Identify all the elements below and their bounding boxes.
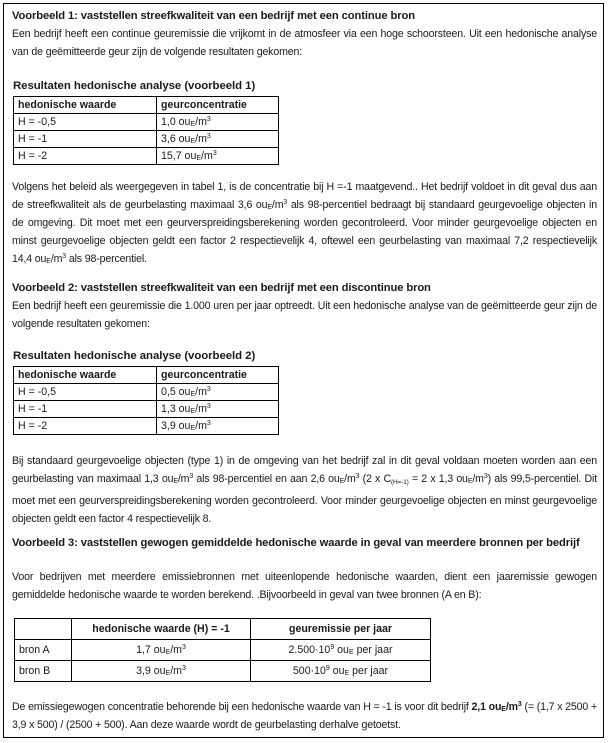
conc-cell: 0,5 $ou_E/m^3$ <box>157 384 279 401</box>
conc-cell: 3,9 $ou_E/m^3$ <box>157 418 279 435</box>
table-row <box>14 114 279 131</box>
h-cell: H = -2 <box>14 148 157 165</box>
table3-header-h: hedonische waarde (H) = -1 <box>72 619 251 640</box>
table-row <box>14 131 279 148</box>
emission-cell: $2.500\cdot 10^9$ $ou_E$ per jaar <box>251 640 431 661</box>
table1-header-conc: geurconcentratie <box>157 97 279 114</box>
example3-heading: Voorbeeld 3: vaststellen gewogen gemiddelde hedonische waarde in geval van meerdere bronnen per bedrijf <box>12 537 580 549</box>
table2-header-conc: geurconcentratie <box>157 367 279 384</box>
conc-cell: 3,9 $ou_E/m^3$ <box>72 661 251 682</box>
h-cell: H = -1 <box>14 401 157 418</box>
table3-header-empty <box>15 619 72 640</box>
conc-cell: 1,7 $ou_E/m^3$ <box>72 640 251 661</box>
example3-intro: Voor bedrijven met meerdere emissiebronnen met uiteenlopende hedonische waarden, dient een jaaremissie gewogen gemiddelde hedonische waarde te worden berekend. .Bijvoorbeeld in geval van twee bronnen (A en B): <box>12 571 597 601</box>
table1 <box>13 96 279 165</box>
table3-header-emission: geuremissie per jaar <box>251 619 431 640</box>
conc-cell: 1,0 $ou_E/m^3$ <box>157 114 279 131</box>
table3 <box>14 618 431 682</box>
example3-conclusion: De emissiegewogen concentratie behorende bij een hedonische waarde van H = -1 is voor dit bedrijf 2,1 $ou_E/m^3$ (= (1,7 x 2500 + 3,9 x 500) / (2500 + 500). Aan deze waarde wordt de geurbelasting derhalve getoetst. <box>12 701 597 731</box>
emission-cell: $500\cdot 10^9$ $ou_E$ per jaar <box>251 661 431 682</box>
table2 <box>13 366 279 435</box>
conc-cell: 1,3 $ou_E/m^3$ <box>157 401 279 418</box>
table-row <box>14 418 279 435</box>
h-cell: H = -2 <box>14 418 157 435</box>
table2-header-h: hedonische waarde <box>14 367 157 384</box>
example2-heading: Voorbeeld 2: vaststellen streefkwaliteit van een bedrijf met een discontinue bron <box>12 282 431 294</box>
table2-caption: Resultaten hedonische analyse (voorbeeld 2) <box>13 350 256 362</box>
table-row <box>14 384 279 401</box>
conc-cell: 15,7 $ou_E/m^3$ <box>157 148 279 165</box>
h-cell: H = -1 <box>14 131 157 148</box>
h-cell: H = -0,5 <box>14 384 157 401</box>
table1-header-h: hedonische waarde <box>14 97 157 114</box>
table1-caption: Resultaten hedonische analyse (voorbeeld 1) <box>13 80 256 92</box>
source-cell: bron B <box>15 661 72 682</box>
example2-intro: Een bedrijf heeft een geuremissie die 1.000 uren per jaar optreedt. Uit een hedonische analyse van de geëmitteerde geur zijn de volgende resultaten gekomen: <box>12 300 597 330</box>
example1-heading: Voorbeeld 1: vaststellen streefkwaliteit van een bedrijf met een continue bron <box>12 10 415 22</box>
example1-intro: Een bedrijf heeft een continue geuremissie die vrijkomt in de atmosfeer via een hoge schoorsteen. Uit een hedonische analyse van de geëmitteerde geur zijn de volgende resultaten gekomen: <box>12 28 597 58</box>
table-row <box>14 148 279 165</box>
table-row <box>15 661 431 682</box>
source-cell: bron A <box>15 640 72 661</box>
table-row <box>15 640 431 661</box>
table-row <box>14 401 279 418</box>
conc-cell: 3,6 $ou_E/m^3$ <box>157 131 279 148</box>
example2-conclusion: Bij standaard geurgevoelige objecten (type 1) in de omgeving van het bedrijf zal in dit geval voldaan moeten worden aan een geurbelasting van maximaal 1,3 $ou_E/m^3$ als 98-percentiel en aan 2,6 $ou_E/m^3$ (2 x C(H=-1) = 2 x 1,3 $ou_E/m^3$) als 99,5-percentiel. Dit moet met een geurverspreidingsberekening worden gecontroleerd. Voor minder geurgevoelige objecten en minst geurgevoelige objecten geldt een factor 4 respectievelijk 8. <box>12 455 597 525</box>
example1-conclusion: Volgens het beleid als weergegeven in tabel 1, is de concentratie bij H =-1 maatgevend.. Het bedrijf voldoet in dit geval dus aan de streefkwaliteit als de geurbelasting maximaal 3,6 $ou_E/m^3$ als 98-percentiel bedraagt bij standaard geurgevoelige objecten in de omgeving. Dit moet met een geurverspreidingsberekening worden gecontroleerd. Voor minder geurgevoelige objecten en minst geurgevoelige objecten geldt een factor 2 respectievelijk 4, oftewel een geurbelasting van maximaal 7,2 respectievelijk 14,4 $ou_E/m^3$ als 98-percentiel. <box>12 181 597 265</box>
h-cell: H = -0,5 <box>14 114 157 131</box>
